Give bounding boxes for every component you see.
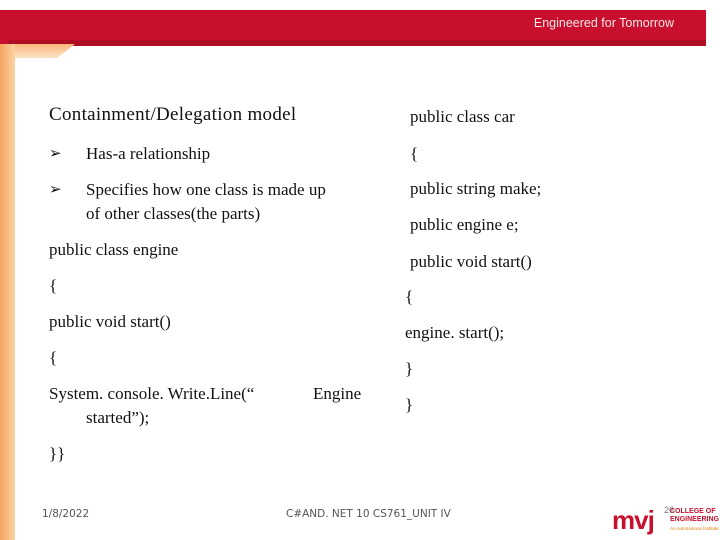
code-line: public void start() [49, 312, 171, 331]
code-line: System. console. Write.Line(“ [49, 384, 255, 403]
code-line: public engine e; [410, 215, 519, 234]
code-line: { [49, 348, 58, 367]
logo-mark: mvj [612, 505, 654, 535]
bullet-arrow-icon: ➢ [49, 146, 62, 162]
code-line: engine. start(); [405, 323, 505, 342]
bullet-arrow-icon: ➢ [49, 182, 62, 198]
left-accent-bar [0, 44, 15, 540]
logo-name-line2: ENGINEERING [670, 516, 720, 523]
footer-date: 1/8/2022 [42, 508, 90, 520]
logo-name [670, 508, 719, 524]
code-line: Engine [313, 384, 362, 403]
bullet-has-a: Has-a relationship [86, 144, 211, 163]
code-line: { [410, 144, 419, 163]
code-line: public class car [410, 107, 515, 126]
code-line: public class engine [49, 240, 179, 259]
header-tagline: Engineered for Tomorrow [533, 16, 674, 30]
code-line: } [405, 359, 414, 378]
footer-course: C#AND. NET 10 CS761_UNIT IV [286, 508, 451, 520]
header-banner-shadow [8, 40, 706, 46]
code-line: } [405, 395, 414, 414]
bullet-specifies: Specifies how one class is made up [86, 180, 326, 199]
page-number: 26 [664, 505, 675, 515]
code-line: started”); [86, 408, 150, 427]
logo-subtitle: An Autonomous Institute [670, 526, 719, 531]
code-line: }} [49, 444, 66, 463]
bullet-specifies-cont: of other classes(the parts) [86, 204, 261, 223]
code-line: { [405, 287, 414, 306]
header-accent-strip [15, 44, 75, 58]
code-line: public string make; [410, 179, 542, 198]
slide-title: Containment/Delegation model [49, 104, 297, 125]
code-line: public void start() [410, 252, 532, 271]
code-line: { [49, 276, 58, 295]
logo-name-line1: COLLEGE OF [670, 508, 716, 515]
